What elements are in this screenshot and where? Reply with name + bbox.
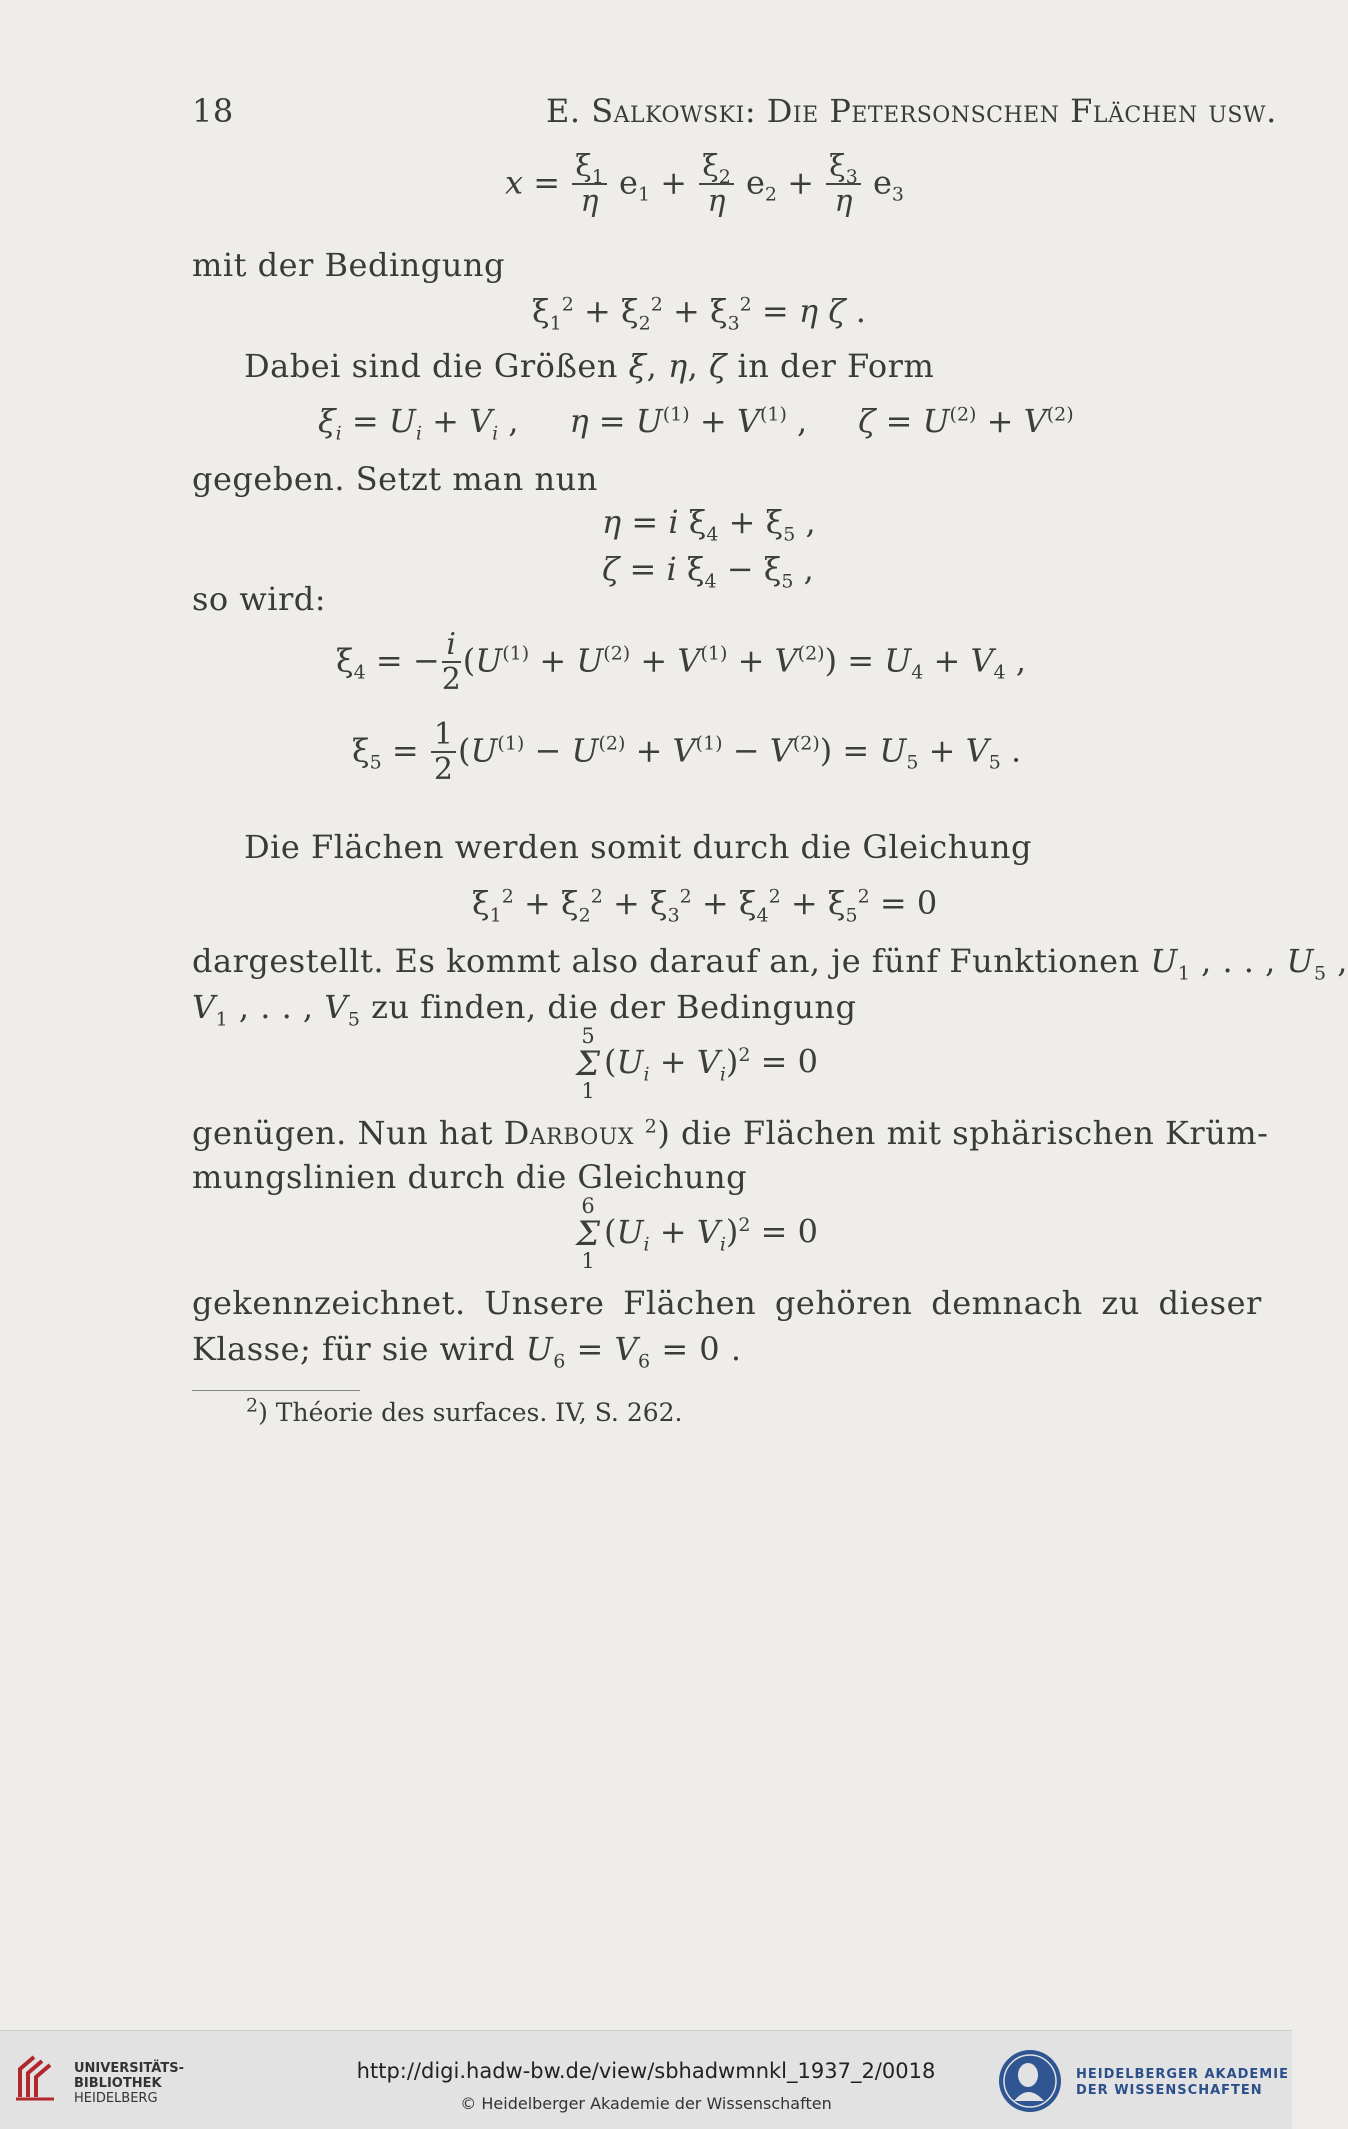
text-genuegen-a: genügen. Nun hat [192, 1114, 493, 1152]
equation-sum-6: 6 Σ 1 $(U_i + V_i)^2 = 0$ [576, 1194, 819, 1273]
footer-bar [0, 2030, 1292, 2129]
text-so-wird: so wird: [192, 580, 327, 618]
running-title: E. Salkowski: Die Petersonschen Flächen usw. [546, 92, 1277, 130]
footnote-rule [192, 1390, 360, 1391]
text-dabei-a: Dabei sind die Größen [244, 347, 618, 385]
footnote-text: Théorie des surfaces. IV, S. 262. [275, 1398, 683, 1427]
text-mit-bedingung: mit der Bedingung [192, 246, 505, 284]
text-mungslinien: mungslinien durch die Gleichung [192, 1158, 748, 1196]
equation-surface: $\xi_1^2 + \xi_2^2 + \xi_3^2 + \xi_4^2 + \xi_5^2 = 0$ [472, 884, 938, 927]
text-dargestellt: dargestellt. Es kommt also darauf an, je fünf Funktionen $U_1$ , . . , $U_5$ , [192, 942, 1348, 985]
text-genuegen-b: die Flächen mit sphärischen Krüm- [680, 1114, 1269, 1152]
author-darboux: Darboux [503, 1114, 635, 1152]
equation-x: x = $\frac{\xi_1}{\eta}$ $e_1$ + $\frac{\xi_2}{\eta}$ $e_2$ + $\frac{\xi_3}{\eta}$ $e_3$ [505, 149, 904, 219]
library-name-line-1: UNIVERSITÄTS- [74, 2061, 184, 2076]
text-dargestellt-a: dargestellt. Es kommt also darauf an, je fünf Funktionen [192, 942, 1140, 980]
text-die-flaechen: Die Flächen werden somit durch die Gleichung [244, 828, 1033, 866]
text-klasse: Klasse; für sie wird $U_6 = V_6 = 0$ . [192, 1330, 742, 1373]
text-gekennzeichnet: gekennzeichnet. Unsere Flächen gehören demnach zu dieser [192, 1284, 1262, 1322]
text-dabei: Dabei sind die Größen ξ, η, ζ in der Form [244, 347, 935, 385]
academy-name-line-2: DER WISSENSCHAFTEN [1076, 2083, 1263, 2098]
equation-xi4: $\xi_4$ = − $\frac{i}{2}$ $(U^{(1)} + U^{(2)} + V^{(1)} + V^{(2)}) = U_4 + V_4$ , [336, 627, 1026, 697]
equation-eta: η = i $\xi_4 + \xi_5$ , [602, 503, 816, 546]
equation-xi5: $\xi_5$ = $\frac{1}{2}$ $(U^{(1)} - U^{(2)} + V^{(1)} - V^{(2)}) = U_5 + V_5$ . [352, 717, 1022, 787]
library-name-line-2: BIBLIOTHEK [74, 2076, 162, 2091]
academy-name [1076, 2067, 1289, 2099]
academy-name-line-1: HEIDELBERGER AKADEMIE [1076, 2067, 1289, 2082]
copyright-notice: © Heidelberger Akademie der Wissenschaften [460, 2094, 832, 2113]
equation-sum-5: 5 Σ 1 $(U_i + V_i)^2 = 0$ [576, 1024, 819, 1103]
equation-zeta: ζ = i $\xi_4 - \xi_5$ , [602, 550, 814, 593]
source-url-link[interactable]: http://digi.hadw-bw.de/view/sbhadwmnkl_1937_2/0018 [356, 2059, 936, 2083]
library-name-line-3: HEIDELBERG [74, 2091, 158, 2106]
academy-seal-icon [996, 2047, 1064, 2115]
equation-condition: $\xi_1^2 + \xi_2^2 + \xi_3^2 = \eta$ ζ . [532, 292, 866, 335]
equation-forms: $\xi_i = U_i + V_i$ , $\eta = U^{(1)} + V^{(1)}$ , $\zeta = U^{(2)} + V^{(2)}$ [318, 402, 1074, 445]
text-dabei-b: in der Form [737, 347, 935, 385]
text-zu-finden-a: zu finden, die der Bedingung [371, 988, 857, 1026]
text-klasse-a: Klasse; für sie wird [192, 1330, 516, 1368]
footnote: $^2$) Théorie des surfaces. IV, S. 262. [246, 1394, 683, 1427]
footnote-marker: 2 [644, 1115, 658, 1138]
page-number: 18 [192, 92, 234, 130]
text-zu-finden: $V_1$ , . . , $V_5$ zu finden, die der Bedingung [192, 988, 857, 1031]
text-genuegen: genügen. Nun hat Darboux $^2$) die Flächen mit sphärischen Krüm- [192, 1114, 1269, 1152]
text-gegeben: gegeben. Setzt man nun [192, 460, 598, 498]
